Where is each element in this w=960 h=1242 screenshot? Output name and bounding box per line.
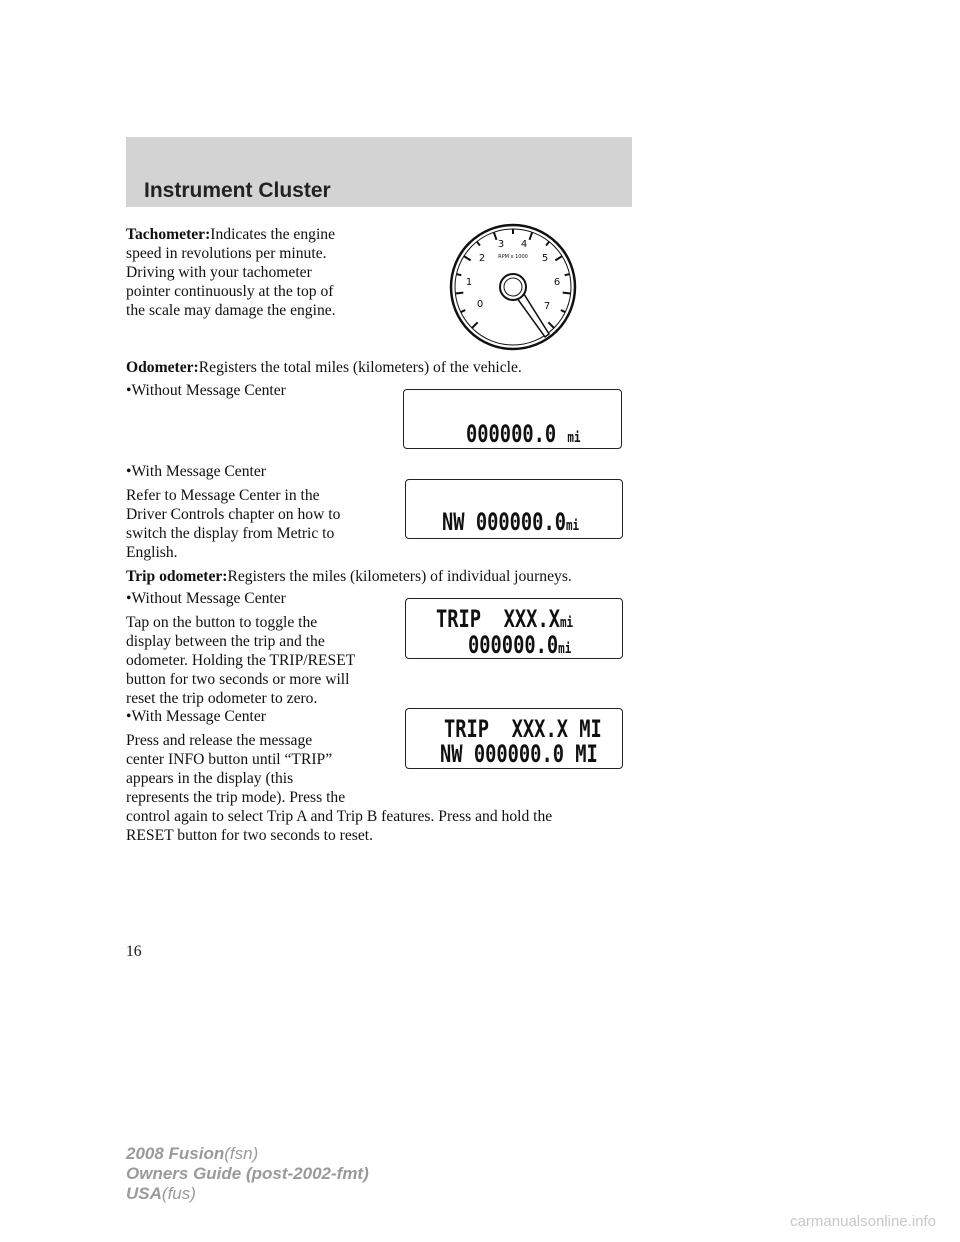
tachometer-desc-line-1: Indicates the engine [210, 226, 335, 243]
trip-paragraph [126, 567, 572, 586]
page-number: 16 [126, 943, 142, 960]
odometer-bullet-with-text: With Message Center [131, 463, 266, 480]
gauge-tick [561, 310, 566, 312]
odometer-display-without-unit: mi [567, 430, 581, 446]
gauge-number-7: 7 [543, 301, 551, 312]
gauge-tick [455, 293, 463, 294]
trip-display-with-line-1 [444, 717, 602, 741]
gauge-number-3: 3 [497, 239, 505, 250]
trip-display-with-trip-unit: MI [579, 715, 602, 743]
odometer-bullet-without: •Without Message Center [126, 382, 286, 399]
odometer-desc: Registers the total miles (kilometers) of the vehicle. [198, 359, 522, 376]
odometer-display-with-prefix: NW [442, 508, 465, 536]
odometer-with-line-4: English. [126, 544, 178, 561]
trip-display-with-odo-unit: MI [575, 740, 598, 768]
odometer-display-with [405, 479, 623, 539]
trip-without-line-4: button for two seconds or more will [126, 671, 350, 688]
trip-bullet-with: •With Message Center [126, 708, 266, 725]
site-watermark: carmanualsonline.info [790, 1213, 936, 1230]
odometer-display-with-line [442, 510, 579, 534]
gauge-tick [477, 242, 480, 246]
tachometer-desc-line-4: pointer continuously at the top of [126, 283, 334, 300]
footer-guide-format: Owners Guide (post-2002-fmt) [126, 1164, 369, 1183]
footer-model: 2008 Fusion [126, 1144, 225, 1163]
trip-without-line-1: Tap on the button to toggle the [126, 614, 318, 631]
odometer-display-with-value: 000000.0 [475, 508, 566, 536]
trip-display-with [405, 708, 623, 769]
tachometer-gauge-icon [449, 223, 577, 351]
gauge-tick [472, 322, 478, 328]
tachometer-desc-line-5: the scale may damage the engine. [126, 302, 336, 319]
trip-with-line-3: appears in the display (this [126, 770, 294, 787]
gauge-tick [563, 293, 571, 294]
gauge-tick [555, 256, 562, 260]
gauge-rpm-label: RPM x 1000 [498, 254, 528, 260]
trip-without-line-3: odometer. Holding the TRIP/RESET [126, 652, 356, 669]
trip-display-with-odo-value: 000000.0 [473, 740, 564, 768]
trip-term: Trip odometer: [126, 568, 228, 585]
odometer-with-line-1: Refer to Message Center in the [126, 487, 320, 504]
footer-market-code: (fus) [161, 1184, 196, 1203]
trip-display-with-line-2 [440, 742, 598, 766]
trip-display-without-line-2 [468, 633, 571, 657]
gauge-tick [546, 242, 549, 246]
gauge-tick [494, 232, 497, 240]
tachometer-paragraph [126, 225, 336, 320]
trip-display-with-prefix: NW [440, 740, 463, 768]
trip-display-with-trip-value: XXX.X [511, 715, 568, 743]
trip-with-line-5: control again to select Trip A and Trip B features. Press and hold the [126, 808, 553, 825]
trip-without-line-5: reset the trip odometer to zero. [126, 690, 318, 707]
odometer-with-line-2: Driver Controls chapter on how to [126, 506, 341, 523]
gauge-tick [456, 274, 461, 275]
trip-display-without-line-1 [436, 607, 573, 631]
odometer-paragraph [126, 358, 522, 377]
odometer-display-with-unit: mi [565, 518, 580, 534]
gauge-number-2: 2 [478, 253, 486, 264]
odometer-display-without [403, 389, 622, 449]
trip-with-line-6: RESET button for two seconds to reset. [126, 827, 374, 844]
odometer-display-without-value: 000000.0 [466, 420, 557, 448]
trip-display-without-odo-unit: mi [558, 641, 572, 657]
footer-model-code: (fsn) [224, 1144, 259, 1163]
odometer-display-without-line [466, 422, 581, 446]
trip-with-line-1: Press and release the message [126, 732, 313, 749]
tachometer-term: Tachometer: [126, 226, 211, 243]
odometer-term: Odometer: [126, 359, 199, 376]
gauge-tick [530, 232, 533, 240]
gauge-number-0: 0 [476, 299, 484, 310]
trip-bullet-without-text: Without Message Center [131, 590, 286, 607]
odometer-bullet-without-text: Without Message Center [131, 382, 286, 399]
trip-desc: Registers the miles (kilometers) of individual journeys. [227, 568, 572, 585]
document-footer [126, 1144, 369, 1204]
gauge-number-5: 5 [541, 253, 549, 264]
trip-display-without [405, 598, 623, 659]
odometer-with-paragraph [126, 486, 340, 562]
tachometer-desc-line-2: speed in revolutions per minute. [126, 245, 327, 262]
trip-without-paragraph [126, 613, 355, 708]
odometer-with-line-3: switch the display from Metric to [126, 525, 335, 542]
gauge-tick [565, 274, 570, 275]
gauge-number-1: 1 [465, 277, 473, 288]
trip-without-line-2: display between the trip and the [126, 633, 325, 650]
trip-display-without-trip-value: XXX.X [503, 605, 560, 633]
section-title: Instrument Cluster [144, 179, 331, 202]
gauge-tick [548, 322, 554, 328]
trip-bullet-without: •Without Message Center [126, 590, 286, 607]
trip-display-with-label: TRIP [444, 715, 490, 743]
trip-display-without-label: TRIP [436, 605, 482, 633]
trip-bullet-with-text: With Message Center [131, 708, 266, 725]
gauge-number-6: 6 [553, 277, 561, 288]
odometer-bullet-with: •With Message Center [126, 463, 266, 480]
gauge-number-4: 4 [520, 239, 528, 250]
trip-display-without-odo-value: 000000.0 [468, 631, 559, 659]
footer-market: USA [126, 1184, 162, 1203]
tachometer-desc-line-3: Driving with your tachometer [126, 264, 312, 281]
trip-display-without-trip-unit: mi [559, 615, 574, 631]
section-header-band [126, 137, 632, 207]
gauge-tick [464, 256, 471, 260]
trip-with-line-4: represents the trip mode). Press the [126, 789, 346, 806]
trip-with-line-2: center INFO button until “TRIP” [126, 751, 333, 768]
gauge-tick [461, 310, 466, 312]
